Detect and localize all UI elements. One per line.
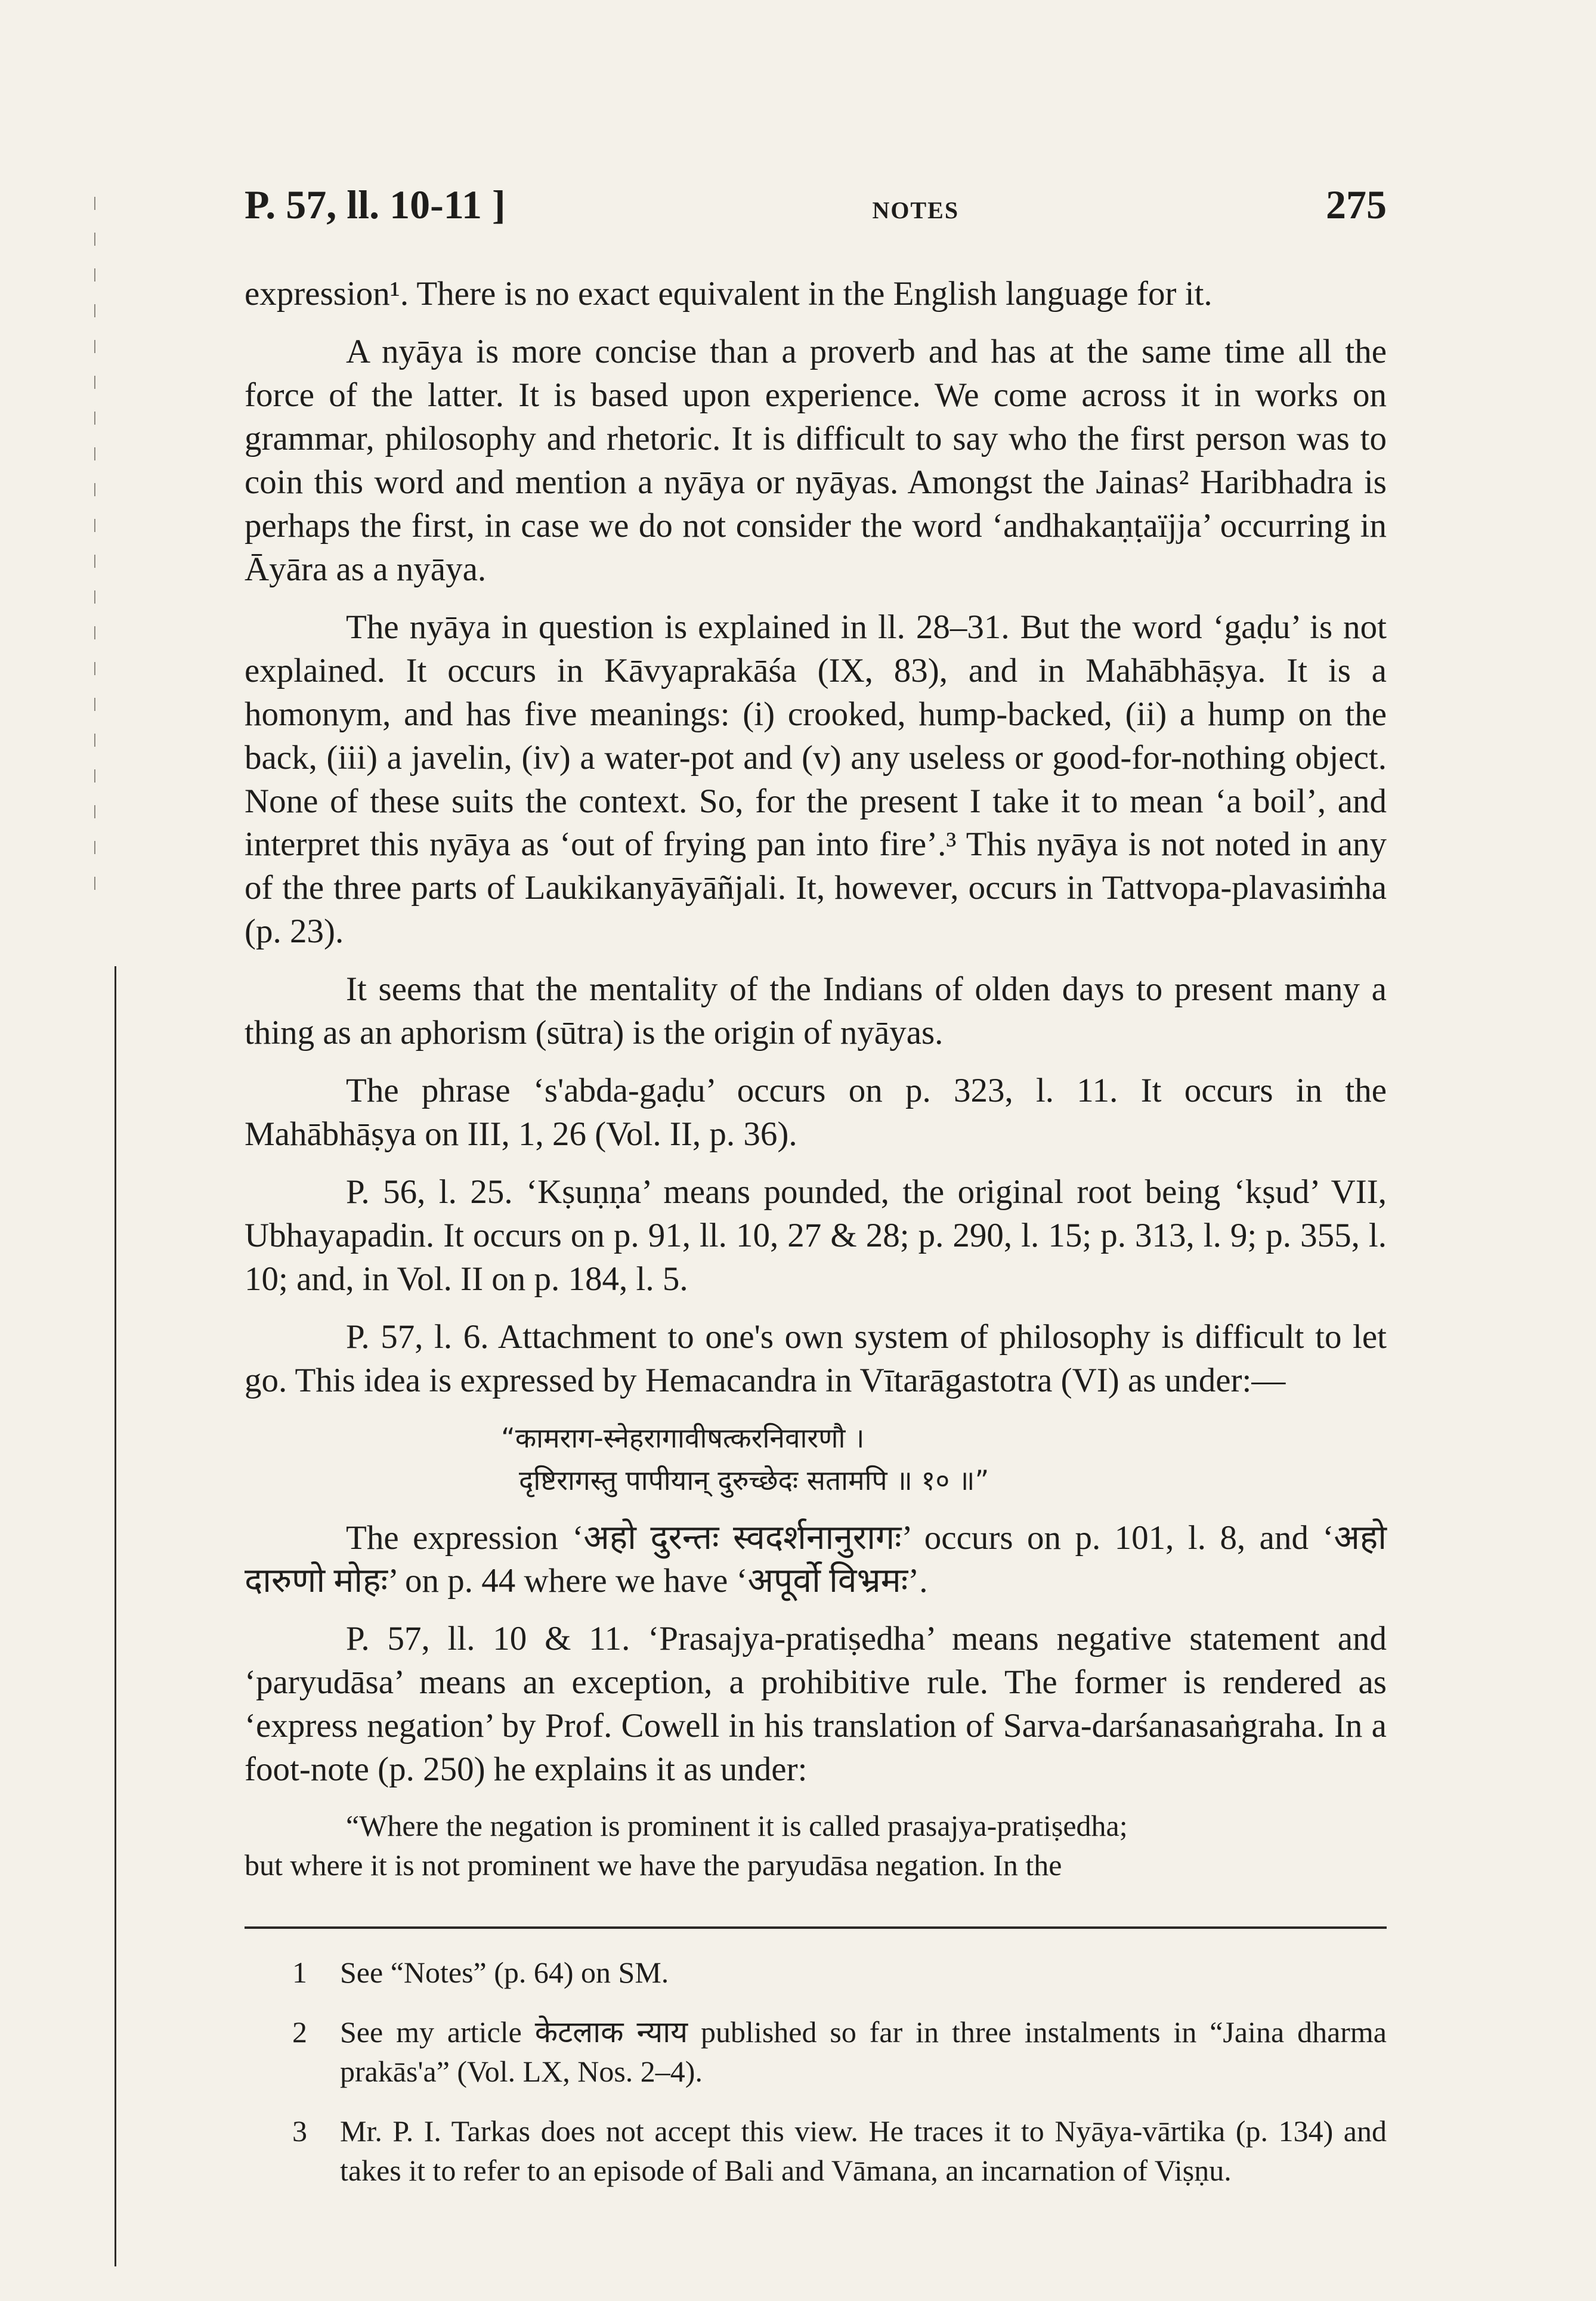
paragraph: The expression ‘अहो दुरन्तः स्वदर्शनानुरागः’ occurs on p. 101, l. 8, and ‘अहो दारुणो मोहः’ on p. 44 where we have ‘अपूर्वो विभ्रमः’. <box>245 1518 1387 1600</box>
footnote-number: 3 <box>292 2114 307 2148</box>
paragraph: It seems that the mentality of the Indians of olden days to present many a thing as an aphorism (sūtra) is the origin of nyāyas. <box>245 970 1387 1052</box>
verse-line: “कामराग-स्नेहरागावीषत्करनिवारणौ । <box>501 1421 865 1454</box>
footnote <box>245 2012 1387 2091</box>
footnote <box>245 2111 1387 2190</box>
paragraph: P. 56, l. 25. ‘Kṣuṇṇa’ means pounded, the original root being ‘kṣud’ VII, Ubhayapadin. It occurs on p. 91, ll. 10, 27 & 28; p. 290, l. 15; p. 313, l. 9; p. 355, l. 10; and, in Vol. II on p. 184, l. 5. <box>245 1173 1387 1298</box>
header-title: NOTES <box>872 197 960 224</box>
paragraph: The phrase ‘s'abda-gaḍu’ occurs on p. 323, l. 11. It occurs in the Mahābhāṣya on III, 1, 26 (Vol. II, p. 36). <box>245 1072 1387 1153</box>
paragraph: A nyāya is more concise than a proverb and has at the same time all the force of the latter. It is based upon experience. We come across it in works on grammar, philosophy and rhetoric. It is difficult to say who the first person was to coin this word and mention a nyāya or nyāyas. Amongst the Jainas² Haribhadra is perhaps the first, in case we do not consider the word ‘andhakaṇṭaïjja’ occurring in Āyāra as a nyāya. <box>245 332 1387 588</box>
footnote-text: See “Notes” (p. 64) on SM. <box>340 1956 669 1990</box>
footnote-divider <box>245 1926 1387 1929</box>
footnote-number: 1 <box>292 1956 307 1990</box>
block-quote <box>245 1806 1387 1885</box>
page-number: 275 <box>1325 182 1387 227</box>
quote-line: “Where the negation is prominent it is called prasajya-pratiṣedha; <box>346 1809 1128 1843</box>
quote-line: but where it is not prominent we have the paryudāsa negation. In the <box>245 1848 1062 1882</box>
paragraph: P. 57, ll. 10 & 11. ‘Prasajya-pratiṣedha’ means negative statement and ‘paryudāsa’ means an exception, a prohibitive rule. The former is rendered as ‘express negation’ by Prof. Cowell in his translation of Sarva-darśanasaṅgraha. In a foot-note (p. 250) he explains it as under: <box>245 1620 1387 1789</box>
paragraph: P. 57, l. 6. Attachment to one's own system of philosophy is difficult to let go. This idea is expressed by Hemacandra in Vītarāgastotra (VI) as under:— <box>245 1318 1387 1399</box>
margin-dash-line <box>94 197 95 913</box>
margin-rule <box>115 966 116 2266</box>
running-header <box>245 179 1387 231</box>
paragraph: expression¹. There is no exact equivalent in the English language for it. <box>245 275 1213 313</box>
verse-line: दृष्टिरागस्तु पापीयान् दुरुच्छेदः सतामपि ॥ १० ॥” <box>519 1464 989 1497</box>
footnote-number: 2 <box>292 2015 307 2049</box>
footnote-text: Mr. P. I. Tarkas does not accept this view. He traces it to Nyāya-vārtika (p. 134) and takes it to refer to an episode of Bali and Vāmana, an incarnation of Viṣṇu. <box>340 2114 1387 2188</box>
header-reference: P. 57, ll. 10-11 ] <box>245 182 506 227</box>
page <box>245 179 1387 2210</box>
footnote-text: See my article केटलाक न्याय published so far in three instalments in “Jaina dharma prakās'a” (Vol. LX, Nos. 2–4). <box>340 2015 1387 2089</box>
paragraph: The nyāya in question is explained in ll. 28–31. But the word ‘gaḍu’ is not explained. It occurs in Kāvyaprakāśa (IX, 83), and in Mahābhāṣya. It is a homonym, and has five meanings: (i) crooked, hump-backed, (ii) a hump on the back, (iii) a javelin, (iv) a water-pot and (v) any useless or good-for-nothing object. None of these suits the context. So, for the present I take it to mean ‘a boil’, and interpret this nyāya as ‘out of frying pan into fire’.³ This nyāya is not noted in any of the three parts of Laukikanyāyāñjali. It, however, occurs in Tattvopa-plavasiṁha (p. 23). <box>245 608 1387 951</box>
sanskrit-verse <box>245 1417 1387 1502</box>
footnote <box>245 1953 1387 1992</box>
